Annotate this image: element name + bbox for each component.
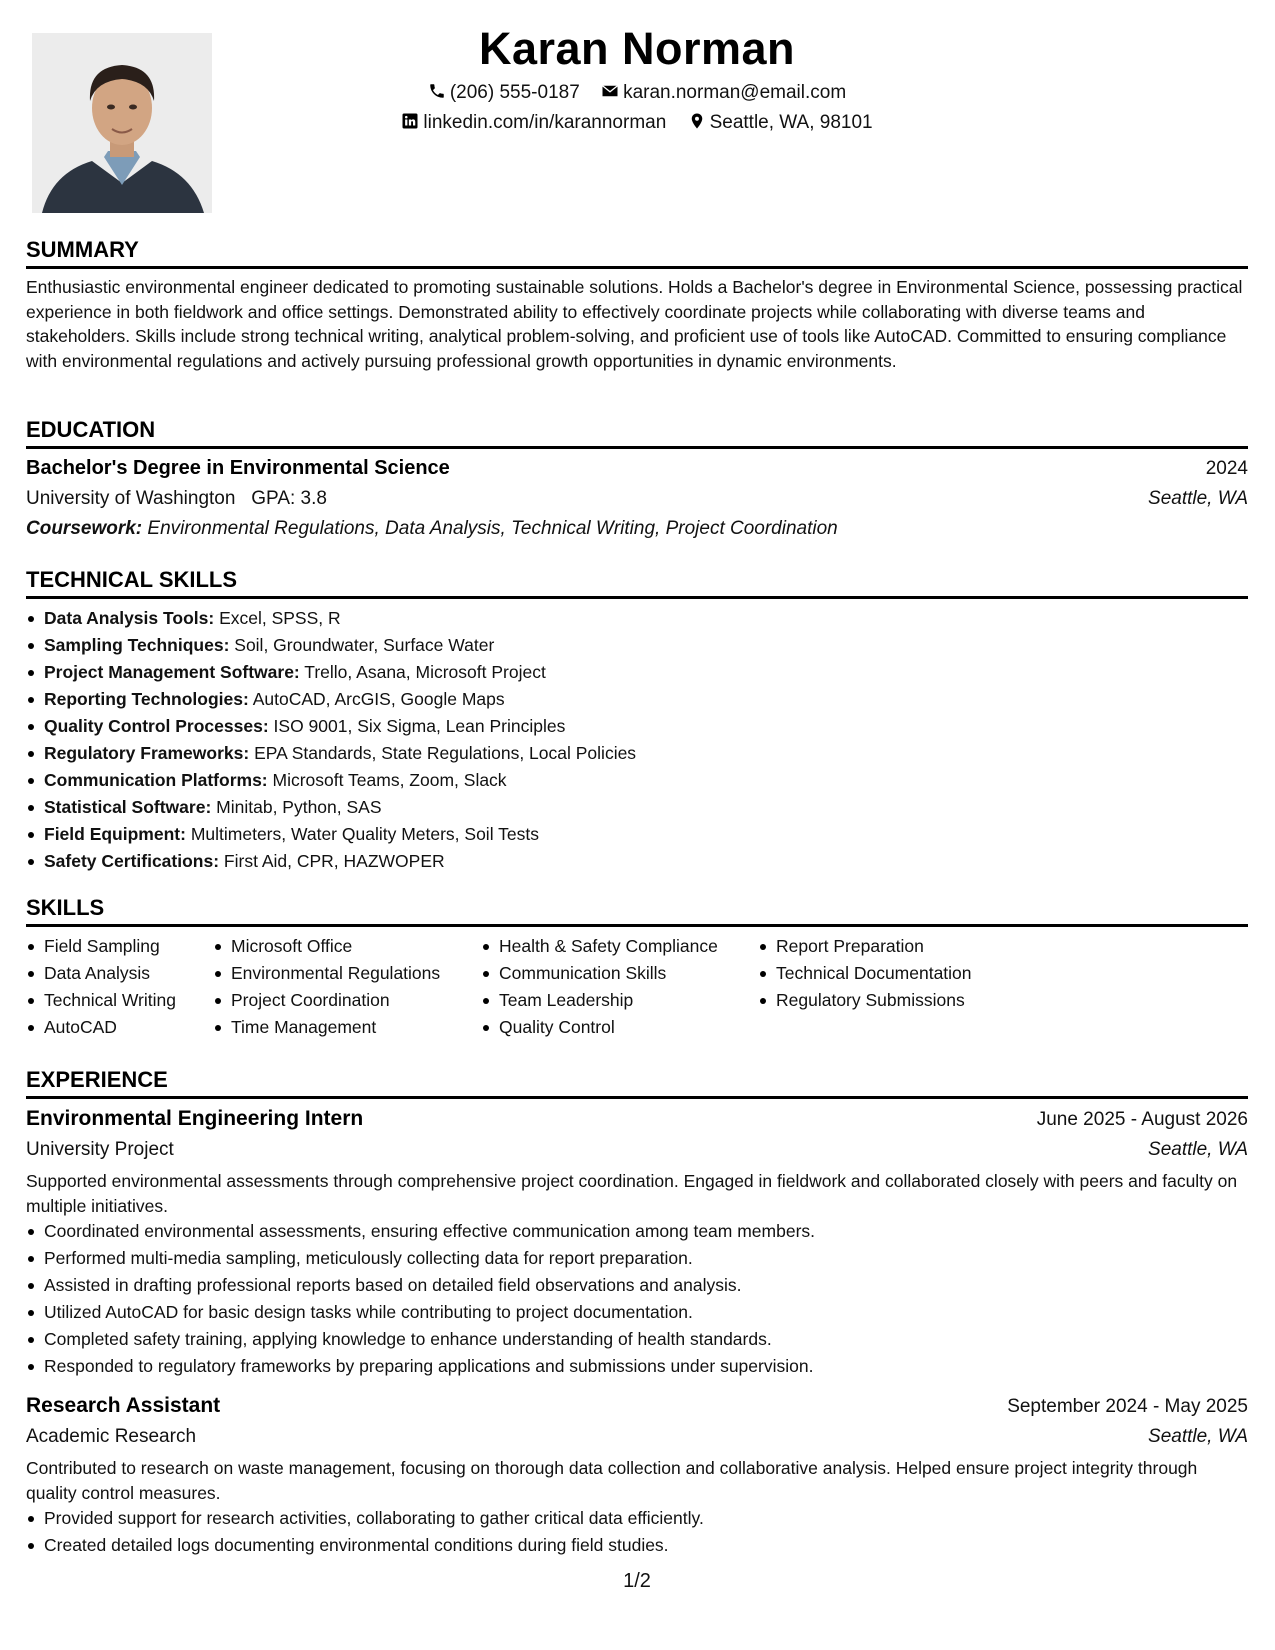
section-divider: [26, 596, 1248, 599]
list-item: [26, 605, 1248, 632]
job-dates: September 2024 - May 2025: [1007, 1396, 1248, 1417]
linkedin-icon: [401, 112, 419, 130]
skill-value: Microsoft Teams, Zoom, Slack: [272, 770, 507, 790]
degree-year: 2024: [1205, 458, 1248, 479]
skill-value: First Aid, CPR, HAZWOPER: [223, 851, 445, 871]
experience-entry: [26, 1103, 1248, 1380]
list-item: AutoCAD: [26, 1014, 213, 1041]
section-divider: [26, 924, 1248, 927]
skills-columns: [26, 933, 1248, 1041]
list-item: Health & Safety Compliance: [481, 933, 758, 960]
email-text: karan.norman@email.com: [623, 82, 847, 103]
list-item: [26, 848, 1248, 875]
coursework: [26, 514, 1248, 544]
list-item: [26, 794, 1248, 821]
list-item: Provided support for research activities, collaborating to gather critical data efficiently.: [26, 1505, 1248, 1532]
skills-section: [26, 894, 1248, 1041]
candidate-name: Karan Norman: [478, 23, 796, 74]
resume-header: [26, 20, 1248, 138]
skill-label: Regulatory Frameworks:: [44, 743, 250, 763]
job-org: Academic Research: [26, 1426, 197, 1447]
job-org-row: [26, 1422, 1248, 1452]
list-item: Performed multi-media sampling, meticulously collecting data for report preparation.: [26, 1245, 1248, 1272]
job-location: Seattle, WA: [1148, 1139, 1248, 1160]
skill-label: Project Management Software:: [44, 662, 300, 682]
job-dates: June 2025 - August 2026: [1036, 1109, 1248, 1130]
list-item: Data Analysis: [26, 960, 213, 987]
list-item: Environmental Regulations: [213, 960, 481, 987]
section-title: EDUCATION: [26, 417, 156, 442]
school-name: University of Washington: [26, 488, 236, 509]
list-item: Time Management: [213, 1014, 481, 1041]
skill-value: Multimeters, Water Quality Meters, Soil Tests: [190, 824, 539, 844]
location-contact: [688, 108, 873, 138]
list-item: Created detailed logs documenting environmental conditions during field studies.: [26, 1532, 1248, 1559]
section-divider: [26, 446, 1248, 449]
skills-column: [758, 933, 1038, 1041]
list-item: [26, 686, 1248, 713]
location-text: Seattle, WA, 98101: [709, 112, 873, 133]
summary-text: Enthusiastic environmental engineer dedicated to promoting sustainable solutions. Holds a Bachelor's degree in Environmental Science, possessing practical experience in both fieldwork and office settings. Demonstrated ability to effectively coordinate projects while collaborating with diverse teams and stakeholders. Skills include strong technical writing, analytical problem-solving, and proficient use of tools like AutoCAD. Committed to ensuring compliance with environmental regulations and actively pursuing professional growth opportunities in dynamic environments.: [26, 277, 1243, 371]
list-item: Communication Skills: [481, 960, 758, 987]
coursework-list: Environmental Regulations, Data Analysis, Technical Writing, Project Coordination: [147, 518, 838, 539]
skill-value: Minitab, Python, SAS: [216, 797, 382, 817]
job-location: Seattle, WA: [1148, 1426, 1248, 1447]
linkedin-contact[interactable]: [401, 108, 666, 138]
list-item: Project Coordination: [213, 987, 481, 1014]
skill-value: Excel, SPSS, R: [219, 608, 341, 628]
phone-icon: [428, 82, 446, 100]
map-pin-icon: [688, 112, 706, 130]
list-item: Completed safety training, applying knowledge to enhance understanding of health standards.: [26, 1326, 1248, 1353]
contact-line-2: [26, 108, 1248, 138]
technical-skills-section: [26, 566, 1248, 875]
list-item: Quality Control: [481, 1014, 758, 1041]
list-item: [26, 740, 1248, 767]
page-number: 1/2: [623, 1570, 651, 1592]
contact-line-1: [26, 78, 1248, 108]
job-header: [26, 1390, 1248, 1422]
skill-label: Communication Platforms:: [44, 770, 268, 790]
experience-entry: [26, 1390, 1248, 1559]
job-description: Supported environmental assessments through comprehensive project coordination. Engaged in fieldwork and collaborated closely with peers and faculty on multiple initiatives.: [26, 1171, 1238, 1216]
education-section: [26, 416, 1248, 544]
skill-label: Reporting Technologies:: [44, 689, 249, 709]
list-item: Utilized AutoCAD for basic design tasks while contributing to project documentation.: [26, 1299, 1248, 1326]
summary-section: [26, 236, 1248, 373]
skill-label: Quality Control Processes:: [44, 716, 269, 736]
skills-column: [26, 933, 213, 1041]
gpa: GPA: 3.8: [251, 488, 327, 509]
skill-label: Statistical Software:: [44, 797, 212, 817]
section-title: TECHNICAL SKILLS: [26, 567, 238, 592]
skill-label: Sampling Techniques:: [44, 635, 230, 655]
degree-title: Bachelor's Degree in Environmental Science: [26, 457, 450, 479]
job-bullets: [26, 1505, 1248, 1559]
resume-page: [26, 0, 1248, 1650]
skills-column: [213, 933, 481, 1041]
skill-value: Soil, Groundwater, Surface Water: [234, 635, 495, 655]
skill-value: Trello, Asana, Microsoft Project: [304, 662, 546, 682]
coursework-label: Coursework:: [26, 518, 143, 539]
section-divider: [26, 266, 1248, 269]
skill-value: AutoCAD, ArcGIS, Google Maps: [252, 689, 505, 709]
list-item: Technical Documentation: [758, 960, 1038, 987]
list-item: Technical Writing: [26, 987, 213, 1014]
section-title: EXPERIENCE: [26, 1067, 168, 1092]
skill-label: Safety Certifications:: [44, 851, 220, 871]
skill-label: Data Analysis Tools:: [44, 608, 215, 628]
list-item: [26, 713, 1248, 740]
list-item: Assisted in drafting professional reports based on detailed field observations and analysis.: [26, 1272, 1248, 1299]
list-item: Regulatory Submissions: [758, 987, 1038, 1014]
list-item: [26, 767, 1248, 794]
list-item: Responded to regulatory frameworks by preparing applications and submissions under supervision.: [26, 1353, 1248, 1380]
list-item: Team Leadership: [481, 987, 758, 1014]
list-item: Coordinated environmental assessments, ensuring effective communication among team members.: [26, 1218, 1248, 1245]
job-org-row: [26, 1135, 1248, 1165]
job-title: Research Assistant: [26, 1394, 221, 1417]
list-item: [26, 632, 1248, 659]
linkedin-text: linkedin.com/in/karannorman: [423, 112, 667, 133]
skills-column: [481, 933, 758, 1041]
job-bullets: [26, 1218, 1248, 1380]
email-contact[interactable]: [601, 78, 846, 108]
school-location: Seattle, WA: [1148, 488, 1248, 509]
envelope-icon: [601, 82, 619, 100]
list-item: Report Preparation: [758, 933, 1038, 960]
job-description: Contributed to research on waste management, focusing on thorough data collection and collaborative analysis. Helped ensure project integrity through quality control measures.: [26, 1458, 1198, 1503]
phone-contact: [428, 78, 580, 108]
school-row: [26, 484, 1248, 514]
section-title: SUMMARY: [26, 237, 139, 262]
experience-section: [26, 1066, 1248, 1559]
job-org: University Project: [26, 1139, 174, 1160]
list-item: [26, 659, 1248, 686]
list-item: [26, 821, 1248, 848]
skill-value: EPA Standards, State Regulations, Local Policies: [254, 743, 637, 763]
degree-row: [26, 453, 1248, 484]
section-divider: [26, 1096, 1248, 1099]
skill-label: Field Equipment:: [44, 824, 186, 844]
section-title: SKILLS: [26, 895, 105, 920]
list-item: Field Sampling: [26, 933, 213, 960]
job-title: Environmental Engineering Intern: [26, 1107, 364, 1130]
school-info: [26, 484, 327, 514]
job-header: [26, 1103, 1248, 1135]
list-item: Microsoft Office: [213, 933, 481, 960]
skill-value: ISO 9001, Six Sigma, Lean Principles: [273, 716, 566, 736]
technical-skills-list: [26, 605, 1248, 875]
phone-text: (206) 555-0187: [449, 82, 580, 103]
